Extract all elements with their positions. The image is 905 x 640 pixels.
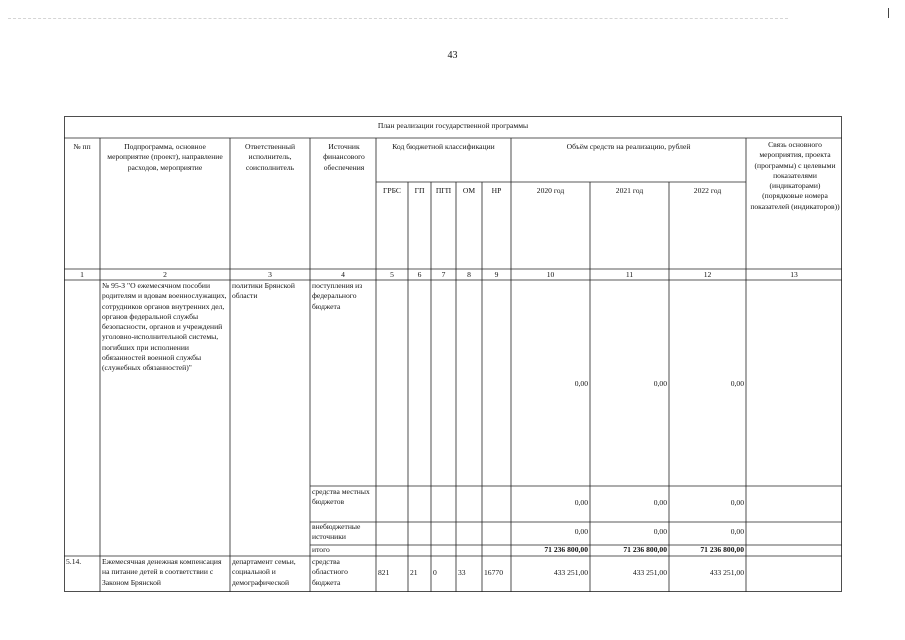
row-a-value-2022: 0,00	[730, 498, 744, 507]
col-number: 7	[441, 270, 446, 279]
col-number: 11	[625, 270, 634, 279]
row-b-source: средства областного бюджета	[312, 557, 348, 587]
row-b-value-2022: 433 251,00	[709, 568, 744, 577]
scan-artifact-line	[8, 18, 788, 19]
header-num: № пп	[73, 142, 91, 151]
header-pgp: ПГП	[435, 186, 452, 195]
row-a-value-2022: 0,00	[730, 379, 744, 388]
row-a-subprogram-text: № 95-З "О ежемесячном пособии родителям и вдовам военнослужащих, сотрудников органов внутренних дел, органов федеральной службы безопасности, органов и учреждений уголовно-исполнительной системы, погибших при исполнении обязанностей военной службы (служебных обязанностей)"	[102, 281, 227, 372]
row-b-gp: 21	[410, 568, 418, 577]
header-subprogram: Подпрограмма, основное мероприятие (проект), направление расходов, мероприятие	[107, 142, 223, 172]
header-year-2022: 2022 год	[693, 186, 722, 195]
row-a-total-2020: 71 236 800,00	[544, 545, 588, 554]
header-om: ОМ	[462, 186, 476, 195]
col-number: 6	[417, 270, 422, 279]
row-a-total-2022: 71 236 800,00	[700, 545, 744, 554]
row-b-grbs: 821	[378, 568, 390, 577]
col-number: 9	[494, 270, 499, 279]
header-np: НР	[491, 186, 502, 195]
row-a-source: средства местных бюджетов	[312, 487, 370, 507]
program-plan-table	[64, 116, 842, 592]
row-a-source: поступления из федерального бюджета	[312, 281, 363, 311]
header-link-indicators: Связь основного мероприятия, проекта (программы) с целевыми показателями (индикаторами) (порядковые номера показателей (индикаторов))	[750, 140, 840, 211]
row-a-value-2021: 0,00	[653, 379, 667, 388]
col-number: 3	[268, 270, 272, 279]
col-number: 5	[390, 270, 394, 279]
row-b-pgp: 0	[433, 568, 437, 577]
row-a-value-2021: 0,00	[653, 527, 667, 536]
row-a-source: внебюджетные источники	[312, 522, 361, 542]
header-year-2020: 2020 год	[536, 186, 565, 195]
row-a-executor-text: политики Брянской области	[232, 281, 295, 301]
header-executor: Ответственный исполнитель, соисполнитель	[244, 142, 296, 172]
row-a-value-2021: 0,00	[653, 498, 667, 507]
header-volume: Объём средств на реализацию, рублей	[566, 142, 691, 151]
row-a-value-2020: 0,00	[574, 379, 588, 388]
row-b-om: 33	[458, 568, 466, 577]
row-a-value-2020: 0,00	[574, 527, 588, 536]
row-b-subprogram-text: Ежемесячная денежная компенсация на питание детей в соответствии с Законом Брянской	[102, 557, 222, 587]
row-b-value-2020: 433 251,00	[553, 568, 588, 577]
row-a-value-2020: 0,00	[574, 498, 588, 507]
col-number: 13	[790, 270, 798, 279]
col-number: 2	[163, 270, 167, 279]
header-gp: ГП	[414, 186, 425, 195]
row-a-value-2022: 0,00	[730, 527, 744, 536]
header-source: Источник финансового обеспечения	[323, 142, 365, 172]
header-grbs: ГРБС	[383, 186, 401, 195]
col-number: 12	[703, 270, 712, 279]
row-b-value-2021: 433 251,00	[632, 568, 667, 577]
col-number: 4	[341, 270, 345, 279]
row-a-total-2021: 71 236 800,00	[623, 545, 667, 554]
header-budget-code: Код бюджетной классификации	[392, 142, 495, 151]
table-title: План реализации государственной программы	[377, 121, 529, 130]
row-a-total-label: итого	[312, 545, 330, 554]
row-b-num: 5.14.	[66, 557, 82, 566]
row-b-np: 16770	[484, 568, 503, 577]
col-number: 10	[546, 270, 555, 279]
page-number: 43	[447, 50, 458, 61]
col-number: 8	[467, 270, 471, 279]
row-b-executor-text: департамент семьи, социальной и демографической	[232, 557, 296, 587]
scan-corner-mark	[888, 8, 889, 18]
header-year-2021: 2021 год	[615, 186, 644, 195]
col-number: 1	[80, 270, 84, 279]
